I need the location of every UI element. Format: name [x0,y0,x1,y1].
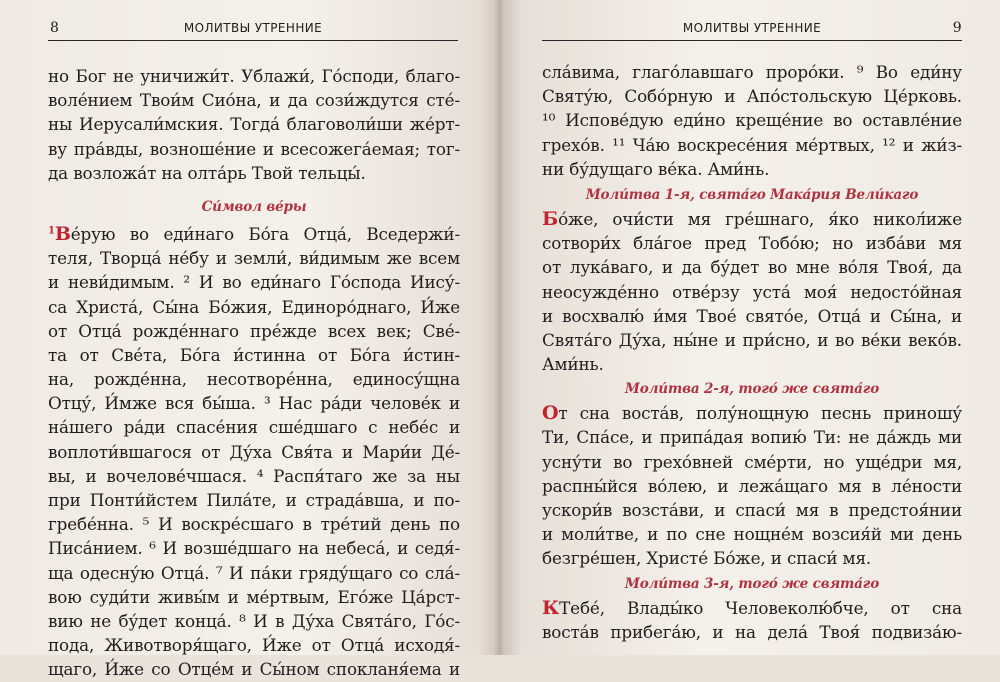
line-rest: Тебе́, Влады́ко Человеколю́бче, от сна [559,597,962,618]
text-line: гребе́нна. ⁵ И воскре́сшаго в тре́тий день по [48,514,460,535]
drop-cap: К [542,596,560,619]
running-title: МОЛИТВЫ УТРЕННИЕ [682,21,822,35]
text-line: на́шего ра́ди спасе́ния сше́дшаго с небе́с и [48,417,460,438]
line-rest: о́же, очи́сти мя гре́шнаго, я́ко никол́иже [558,208,962,229]
drop-cap: О [542,402,559,425]
text-line: усну́ти во грехо́вней сме́рти, но уще́дри мя, [542,451,962,472]
text-line-first [542,207,962,231]
text-line: да возложа́т на олта́рь Твой тельцы́. [48,162,366,183]
text-line: неосужде́нно отве́рзу уста́ моя́ недосто́йная [542,281,962,302]
text-line: воста́в прибега́ю, и на дела́ Твоя́ подвиза́ю- [542,621,962,642]
text-line: сла́вима, глаго́лавшаго проро́ки. ⁹ Во еди́ну [542,62,962,82]
text-line: пода, Животворя́щаго, И́же от Отца́ исходя́- [48,635,460,656]
running-title: МОЛИТВЫ УТРЕННИЕ [183,21,323,35]
page-number: 8 [50,20,60,36]
section-heading-prayer-2: Моли́тва 2-я, того́ же свята́го [624,381,880,398]
section-heading-prayer-1: Моли́тва 1-я, свята́го Мака́рия Вели́каго [585,186,919,203]
text-line: при Понти́йстем Пила́те, и страда́вша, и по- [48,490,460,510]
section-heading-creed: Си́мвол ве́ры [201,198,307,215]
text-line: Свята́го Ду́ха, ны́не и при́сно, и во ве́ки веко́в. [542,329,962,350]
left-body [48,64,460,682]
header-rule [48,40,458,41]
left-page-header [48,20,458,40]
text-line-first [542,596,962,620]
text-line: ускори́в возста́ви, и спаси́ мя в предстоя́нии [542,500,962,520]
text-line: ву пра́вды, возноше́ние и всесожега́емая; тог- [48,138,460,159]
page-number: 9 [952,20,962,36]
text-line: та от Све́та, Бо́га и́стинна от Бо́га и́стин- [48,344,460,365]
right-page [502,0,1000,655]
section-heading-prayer-3: Моли́тва 3-я, того́ же свята́го [624,575,880,592]
text-line: Святу́ю, Собо́рную и Апо́стольскую Це́рковь. [542,86,962,107]
text-line: от лука́ваго, и да бу́дет во мне во́ля Твоя́, да [542,257,962,278]
text-line: вию не бу́дет конца́. ⁸ И в Ду́ха Свята́го, Го́с- [48,610,460,631]
drop-cap: Б [542,207,559,230]
verse-number: 1 [48,225,55,237]
text-line: теля, Творца́ не́бу и земли́, ви́димым же всем [48,248,460,269]
header-rule [542,40,962,41]
text-line: распны́йся во́лею, и лежа́щаго мя в ле́ности [542,475,962,496]
text-line: ¹⁰ Испове́дую еди́но креще́ние во оставле́ние [542,110,962,131]
text-line-first [542,401,962,425]
text-line: ны Иерусали́мския. Тогда́ благоволи́ши же́рт- [48,114,460,135]
text-line: Отцу́, И́мже вся бы́ша. ³ Нас ра́ди челове́к и [48,393,460,414]
text-line: и моли́тве, и по сне нощне́м возсия́й ми день [542,524,962,545]
text-line: и неви́димым. ² И во еди́наго Го́спода Иису́- [48,272,460,293]
text-line: Ами́нь. [542,354,604,375]
drop-cap: В [54,222,71,245]
text-line: но Бог не уничижи́т. Ублажи́, Го́споди, благо- [48,66,460,86]
text-line: от Отца́ рожде́ннаго пре́жде всех век; Све́- [48,320,460,341]
text-line: воплоти́вшагося от Ду́ха Свя́та и Мари́и Де́- [48,441,460,462]
text-line: Писа́нием. ⁶ И возше́дшаго на небеса́, и седя́- [48,538,460,559]
text-line: щаго, И́же со Отце́м и Сы́ном спокланя́ема и [48,659,460,680]
line-rest: е́рую во еди́наго Бо́га Отца́, Вседержи́- [70,223,460,244]
text-line: Ти, Спа́се, и припа́дая вопию́ Ти: не да́ждь ми [542,427,962,448]
text-line: сотвори́х бла́гое пред Тобо́ю; но изба́ви мя [542,233,962,254]
right-page-header [542,20,962,40]
text-line: и восхвалю́ и́мя Твое́ свято́е, Отца́ и Сы́на, и [542,305,962,326]
left-page [0,0,498,680]
text-line: безгре́шен, Христе́ Бо́же, и спаси́ мя. [542,548,872,569]
line-rest: т сна воста́в, полу́нощную песнь приношу́ [558,403,962,424]
text-line: на, рожде́нна, несотворе́нна, единосу́щна [48,369,460,390]
right-body [542,60,962,644]
text-line: грехо́в. ¹¹ Ча́ю воскресе́ния ме́ртвых, ¹² и жи́з- [542,134,962,155]
text-line: вы, и вочелове́чшася. ⁴ Распя́таго же за ны [48,465,460,486]
text-line: ща одесну́ю Отца́. ⁷ И па́ки гряду́щаго со сла́- [48,562,460,583]
text-line: ни бу́дущаго ве́ка. Ами́нь. [542,158,770,179]
text-line-first [48,222,460,246]
text-line: са Христа́, Сы́на Бо́жия, Единоро́днаго, И́же [48,296,460,317]
text-line: вою суди́ти живы́м и ме́ртвым, Его́же Ца́рст- [48,586,460,607]
text-line: воле́нием Твои́м Сио́на, и да сози́ждутся сте́- [48,90,460,111]
